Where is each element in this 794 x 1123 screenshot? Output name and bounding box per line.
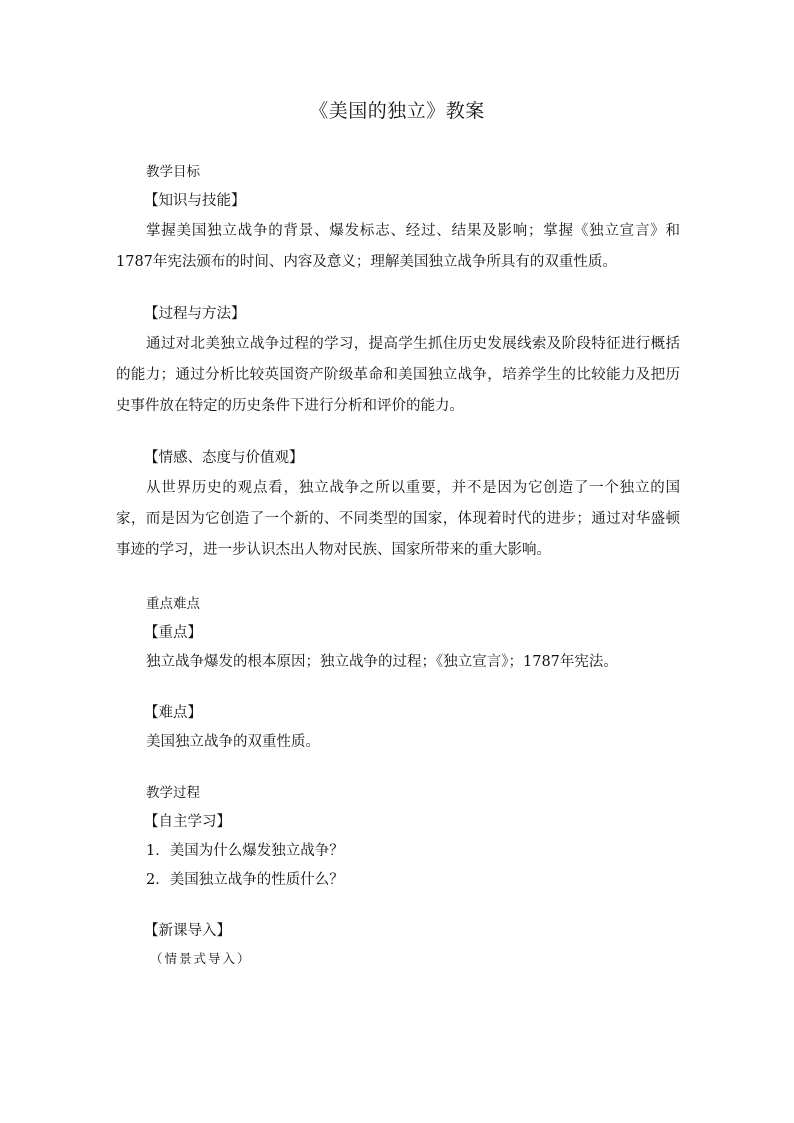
text-difficulty: 美国独立战争的双重性质。 bbox=[146, 734, 320, 750]
heading-knowledge-skills: 【知识与技能】 bbox=[144, 193, 246, 209]
heading-new-lesson-intro: 【新课导入】 bbox=[144, 923, 231, 939]
heading-self-study: 【自主学习】 bbox=[144, 814, 231, 830]
note-intro-type: （情景式导入） bbox=[150, 951, 252, 966]
document-body bbox=[116, 158, 680, 972]
heading-difficulty: 【难点】 bbox=[144, 705, 202, 721]
heading-emotion-values: 【情感、态度与价值观】 bbox=[144, 450, 304, 466]
text-focus: 独立战争爆发的根本原因；独立战争的过程；《独立宣言》；1787年宪法。 bbox=[146, 654, 618, 670]
question-2: 2．美国独立战争的性质什么？ bbox=[146, 872, 344, 888]
page-title: 《美国的独立》教案 bbox=[309, 100, 485, 122]
paragraph-emotion-values: 从世界历史的观点看，独立战争之所以重要，并不是因为它创造了一个独立的国家，而是因为它创造了一个新的、不同类型的国家，体现着时代的进步；通过对华盛顿事迹的学习，进一步认识杰出人物对民族、国家所带来的重大影响。 bbox=[116, 480, 680, 558]
heading-process-methods: 【过程与方法】 bbox=[144, 306, 246, 322]
paragraph-knowledge-skills: 掌握美国独立战争的背景、爆发标志、经过、结果及影响；掌握《独立宣言》和1787年宪法颁布的时间、内容及意义；理解美国独立战争所具有的双重性质。 bbox=[116, 223, 680, 270]
paragraph-process-methods: 通过对北美独立战争过程的学习，提高学生抓住历史发展线索及阶段特征进行概括的能力；通过分析比较英国资产阶级革命和美国独立战争，培养学生的比较能力及把历史事件放在特定的历史条件下进行分析和评价的能力。 bbox=[116, 336, 680, 414]
heading-focus: 【重点】 bbox=[144, 625, 202, 641]
question-1: 1．美国为什么爆发独立战争？ bbox=[146, 843, 344, 859]
section-label-keypoints: 重点难点 bbox=[146, 596, 200, 612]
section-label-objectives: 教学目标 bbox=[146, 164, 200, 180]
section-label-process: 教学过程 bbox=[146, 785, 200, 801]
